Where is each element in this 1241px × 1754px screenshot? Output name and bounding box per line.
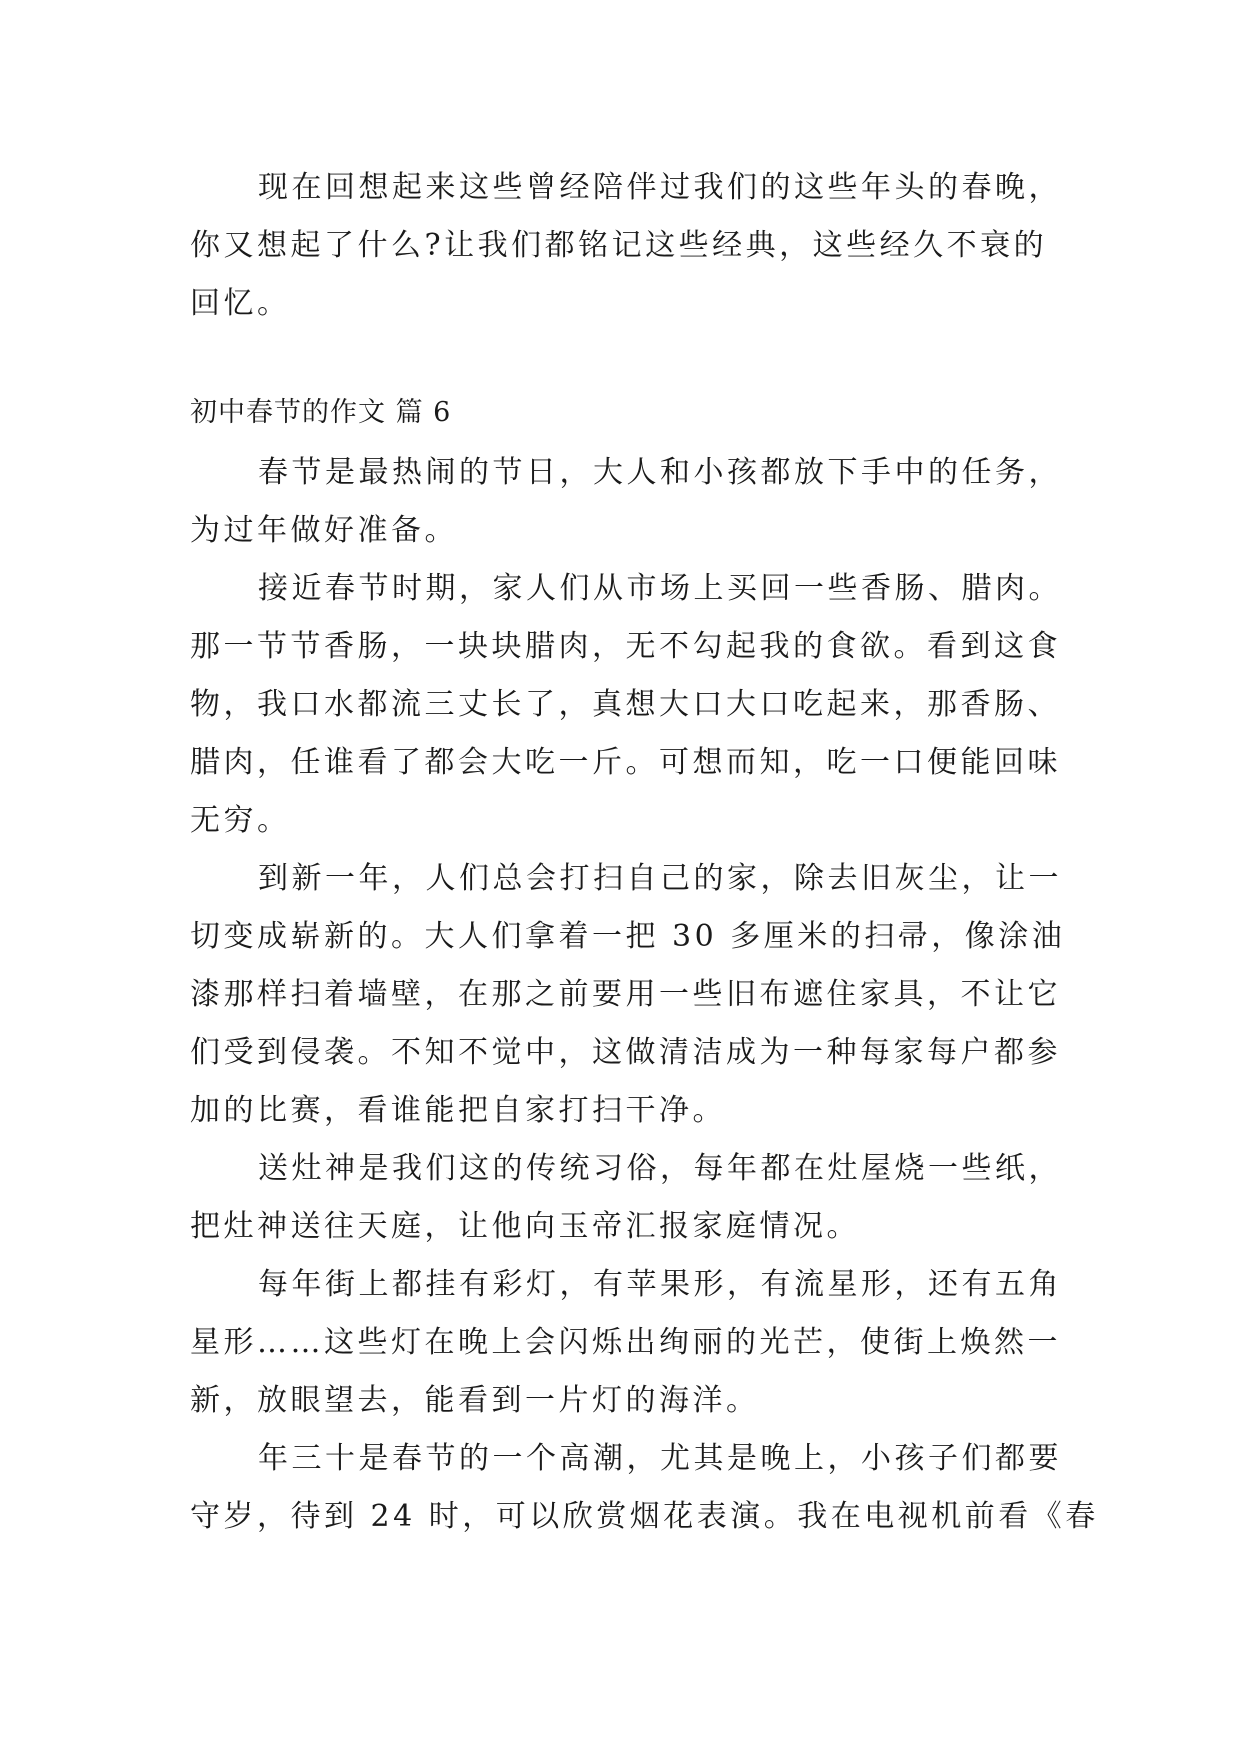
text-line: 接近春节时期，家人们从市场上买回一些香肠、腊肉。 [258, 571, 1062, 606]
text-line: 年三十是春节的一个高潮，尤其是晚上，小孩子们都要 [258, 1441, 1062, 1476]
text-line: 为过年做好准备。 [190, 513, 458, 548]
text-line: 送灶神是我们这的传统习俗，每年都在灶屋烧一些纸， [258, 1151, 1062, 1186]
section-heading: 初中春节的作文 篇 6 [190, 397, 452, 428]
text-line: 加的比赛，看谁能把自家打扫干净。 [190, 1093, 726, 1128]
text-line: 星形……这些灯在晚上会闪烁出绚丽的光芒，使街上焕然一 [190, 1325, 1061, 1360]
text-line: 物，我口水都流三丈长了，真想大口大口吃起来，那香肠、 [190, 687, 1061, 722]
text-line: 腊肉，任谁看了都会大吃一斤。可想而知，吃一口便能回味 [190, 745, 1061, 780]
text-line: 把灶神送往天庭，让他向玉帝汇报家庭情况。 [190, 1209, 860, 1244]
text-line: 无穷。 [190, 803, 291, 838]
text-line: 回忆。 [190, 286, 291, 321]
text-line: 每年街上都挂有彩灯，有苹果形，有流星形，还有五角 [258, 1267, 1062, 1302]
text-line: 漆那样扫着墙壁，在那之前要用一些旧布遮住家具，不让它 [190, 977, 1061, 1012]
text-line: 们受到侵袭。不知不觉中，这做清洁成为一种每家每户都参 [190, 1035, 1061, 1070]
text-line: 那一节节香肠，一块块腊肉，无不勾起我的食欲。看到这食 [190, 629, 1061, 664]
text-line: 新，放眼望去，能看到一片灯的海洋。 [190, 1383, 760, 1418]
text-line: 现在回想起来这些曾经陪伴过我们的这些年头的春晚， [258, 170, 1062, 205]
text-line: 到新一年，人们总会打扫自己的家，除去旧灰尘，让一 [258, 861, 1062, 896]
text-line: 切变成崭新的。大人们拿着一把 30 多厘米的扫帚，像涂油 [190, 919, 1066, 954]
text-line: 春节是最热闹的节日，大人和小孩都放下手中的任务， [258, 455, 1062, 490]
text-line: 你又想起了什么?让我们都铭记这些经典，这些经久不衰的 [190, 228, 1048, 263]
text-line: 守岁，待到 24 时，可以欣赏烟花表演。我在电视机前看《春 [190, 1499, 1099, 1534]
